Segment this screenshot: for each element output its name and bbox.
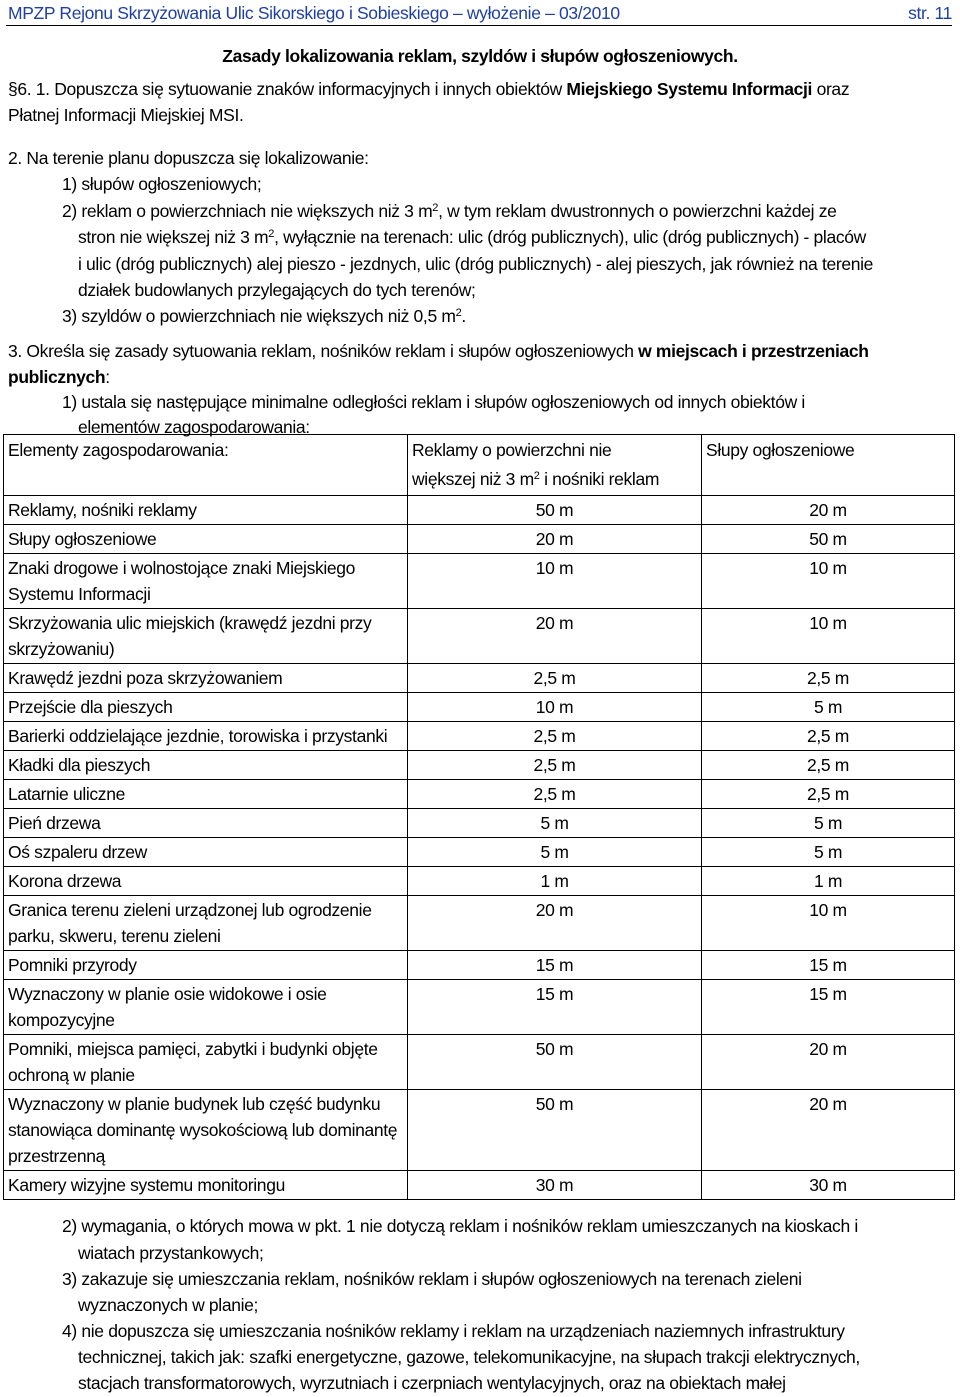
- point-2-line-1: 2) wymagania, o których mowa w pkt. 1 nie dotyczą reklam i nośników reklam umieszczanych na kioskach i: [62, 1216, 858, 1236]
- cell-element: Wyznaczony w planie budynek lub część budynku stanowiąca dominantę wysokościową lub dominantę przestrzenną: [4, 1090, 408, 1171]
- superscript: 2: [455, 307, 462, 319]
- text: .: [461, 306, 466, 326]
- text: :: [105, 367, 110, 387]
- text: większej niż 3 m: [412, 469, 534, 489]
- distance-table-body: [4, 435, 955, 1200]
- header-cell-ads: [408, 435, 702, 496]
- section-2-item-2-line-3: i ulic (dróg publicznych) alej pieszo - jezdnych, ulic (dróg publicznych) - alej pieszych, jak również na terenie: [78, 254, 873, 274]
- point-4-line-3: stacjach transformatorowych, wyrzutniach i czerpniach wentylacyjnych, oraz na obiektach małej: [78, 1373, 786, 1393]
- cell-ads-distance: 2,5 m: [408, 722, 702, 751]
- section-3-line-2: [8, 366, 110, 388]
- section-3-point-1-line-1: 1) ustala się następujące minimalne odległości reklam i słupów ogłoszeniowych od innych obiektów i: [62, 392, 805, 412]
- table-row: [4, 554, 955, 609]
- point-3-line-2: wyznaczonych w planie;: [78, 1295, 259, 1315]
- section-1-line-1: [8, 78, 849, 100]
- section-1-text: §6. 1. Dopuszcza się sytuowanie znaków informacyjnych i innych obiektów: [8, 79, 567, 99]
- cell-ads-distance: 15 m: [408, 980, 702, 1035]
- cell-poles-distance: 15 m: [702, 980, 955, 1035]
- section-2-item-2-line-2: [78, 226, 866, 248]
- cell-ads-distance: 50 m: [408, 1090, 702, 1171]
- cell-element: Korona drzewa: [4, 867, 408, 896]
- cell-poles-distance: 10 m: [702, 554, 955, 609]
- text: , wyłącznie na terenach: ulic (dróg publicznych), ulic (dróg publicznych) - placów: [274, 227, 866, 247]
- cell-ads-distance: 5 m: [408, 838, 702, 867]
- point-4-line-2: technicznej, takich jak: szafki energetyczne, gazowe, telekomunikacyjne, na słupach trakcji elektrycznych,: [78, 1347, 860, 1367]
- cell-poles-distance: 2,5 m: [702, 664, 955, 693]
- superscript: 2: [268, 228, 275, 240]
- section-2-item-3: [62, 305, 466, 327]
- cell-poles-distance: 2,5 m: [702, 780, 955, 809]
- table-row: [4, 780, 955, 809]
- cell-ads-distance: 20 m: [408, 896, 702, 951]
- cell-element: Znaki drogowe i wolnostojące znaki Miejskiego Systemu Informacji: [4, 554, 408, 609]
- superscript: 2: [432, 202, 439, 214]
- cell-element: Kładki dla pieszych: [4, 751, 408, 780]
- text: 3) szyldów o powierzchniach nie większych niż 0,5 m: [62, 306, 456, 326]
- section-2-item-2-line-1: [62, 200, 837, 222]
- cell-poles-distance: 10 m: [702, 609, 955, 664]
- text: Reklamy o powierzchni nie: [412, 440, 612, 460]
- cell-poles-distance: 1 m: [702, 867, 955, 896]
- cell-element: Słupy ogłoszeniowe: [4, 525, 408, 554]
- section-3-point-1-line-2: elementów zagospodarowania:: [78, 417, 310, 437]
- table-row: [4, 1035, 955, 1090]
- table-row: [4, 809, 955, 838]
- cell-element: Pień drzewa: [4, 809, 408, 838]
- cell-poles-distance: 2,5 m: [702, 722, 955, 751]
- text: stron nie większej niż 3 m: [78, 227, 269, 247]
- text: i nośniki reklam: [539, 469, 660, 489]
- running-header: [8, 2, 952, 24]
- cell-poles-distance: 2,5 m: [702, 751, 955, 780]
- header-title: MPZP Rejonu Skrzyżowania Ulic Sikorskiego i Sobieskiego – wyłożenie – 03/2010: [8, 3, 620, 23]
- table-row: [4, 664, 955, 693]
- cell-poles-distance: 5 m: [702, 693, 955, 722]
- cell-ads-distance: 1 m: [408, 867, 702, 896]
- table-row: [4, 609, 955, 664]
- cell-element: Oś szpaleru drzew: [4, 838, 408, 867]
- point-3-line-1: 3) zakazuje się umieszczania reklam, nośników reklam i słupów ogłoszeniowych na terenach zieleni: [62, 1269, 802, 1289]
- table-header-row: [4, 435, 955, 496]
- cell-element: Wyznaczony w planie osie widokowe i osie kompozycyjne: [4, 980, 408, 1035]
- cell-ads-distance: 10 m: [408, 693, 702, 722]
- section-3-line-1: [8, 340, 869, 362]
- table-row: [4, 838, 955, 867]
- table-row: [4, 693, 955, 722]
- cell-ads-distance: 10 m: [408, 554, 702, 609]
- cell-poles-distance: 50 m: [702, 525, 955, 554]
- header-cell-poles: Słupy ogłoszeniowe: [702, 435, 955, 496]
- section-1-line-2: Płatnej Informacji Miejskiej MSI.: [8, 105, 244, 125]
- page-number: str. 11: [908, 3, 952, 23]
- cell-element: Krawędź jezdni poza skrzyżowaniem: [4, 664, 408, 693]
- header-cell-elements: Elementy zagospodarowania:: [4, 435, 408, 496]
- cell-poles-distance: 10 m: [702, 896, 955, 951]
- cell-poles-distance: 5 m: [702, 838, 955, 867]
- section-2-item-2-line-4: działek budowlanych przylegających do tych terenów;: [78, 280, 476, 300]
- table-row: [4, 980, 955, 1035]
- cell-poles-distance: 20 m: [702, 1035, 955, 1090]
- cell-element: Barierki oddzielające jezdnie, torowiska i przystanki: [4, 722, 408, 751]
- table-row: [4, 867, 955, 896]
- cell-ads-distance: 2,5 m: [408, 664, 702, 693]
- table-row: [4, 1090, 955, 1171]
- cell-element: Latarnie uliczne: [4, 780, 408, 809]
- header-rule: [6, 25, 952, 26]
- table-row: [4, 722, 955, 751]
- cell-element: Granica terenu zieleni urządzonej lub ogrodzenie parku, skweru, terenu zieleni: [4, 896, 408, 951]
- table-row: [4, 951, 955, 980]
- cell-ads-distance: 15 m: [408, 951, 702, 980]
- cell-ads-distance: 50 m: [408, 1035, 702, 1090]
- bold-text: w miejscach i przestrzeniach: [638, 341, 869, 361]
- table-row: [4, 525, 955, 554]
- point-4-line-1: 4) nie dopuszcza się umieszczania nośników reklamy i reklam na urządzeniach naziemnych infrastruktury: [62, 1321, 845, 1341]
- table-row: [4, 896, 955, 951]
- cell-poles-distance: 5 m: [702, 809, 955, 838]
- cell-ads-distance: 30 m: [408, 1171, 702, 1200]
- distance-table: [3, 434, 955, 1200]
- cell-ads-distance: 2,5 m: [408, 780, 702, 809]
- cell-element: Przejście dla pieszych: [4, 693, 408, 722]
- table-row: [4, 496, 955, 525]
- section-1-text-end: oraz: [812, 79, 850, 99]
- cell-element: Reklamy, nośniki reklamy: [4, 496, 408, 525]
- point-2-line-2: wiatach przystankowych;: [78, 1243, 264, 1263]
- section-2-item-1: 1) słupów ogłoszeniowych;: [62, 174, 262, 194]
- cell-ads-distance: 5 m: [408, 809, 702, 838]
- text: , w tym reklam dwustronnych o powierzchni każdej ze: [438, 201, 837, 221]
- cell-poles-distance: 20 m: [702, 496, 955, 525]
- superscript: 2: [533, 470, 540, 482]
- cell-ads-distance: 50 m: [408, 496, 702, 525]
- table-row: [4, 1171, 955, 1200]
- document-title: Zasady lokalizowania reklam, szyldów i słupów ogłoszeniowych.: [222, 46, 738, 66]
- cell-poles-distance: 30 m: [702, 1171, 955, 1200]
- section-1-bold: Miejskiego Systemu Informacji: [566, 79, 813, 99]
- cell-element: Pomniki, miejsca pamięci, zabytki i budynki objęte ochroną w planie: [4, 1035, 408, 1090]
- cell-ads-distance: 2,5 m: [408, 751, 702, 780]
- cell-element: Skrzyżowania ulic miejskich (krawędź jezdni przy skrzyżowaniu): [4, 609, 408, 664]
- section-2-intro: 2. Na terenie planu dopuszcza się lokalizowanie:: [8, 148, 369, 168]
- cell-poles-distance: 15 m: [702, 951, 955, 980]
- cell-element: Kamery wizyjne systemu monitoringu: [4, 1171, 408, 1200]
- bold-text: publicznych: [8, 367, 106, 387]
- cell-ads-distance: 20 m: [408, 609, 702, 664]
- cell-ads-distance: 20 m: [408, 525, 702, 554]
- cell-poles-distance: 20 m: [702, 1090, 955, 1171]
- cell-element: Pomniki przyrody: [4, 951, 408, 980]
- text: 3. Określa się zasady sytuowania reklam, nośników reklam i słupów ogłoszeniowych: [8, 341, 639, 361]
- text: 2) reklam o powierzchniach nie większych niż 3 m: [62, 201, 433, 221]
- table-row: [4, 751, 955, 780]
